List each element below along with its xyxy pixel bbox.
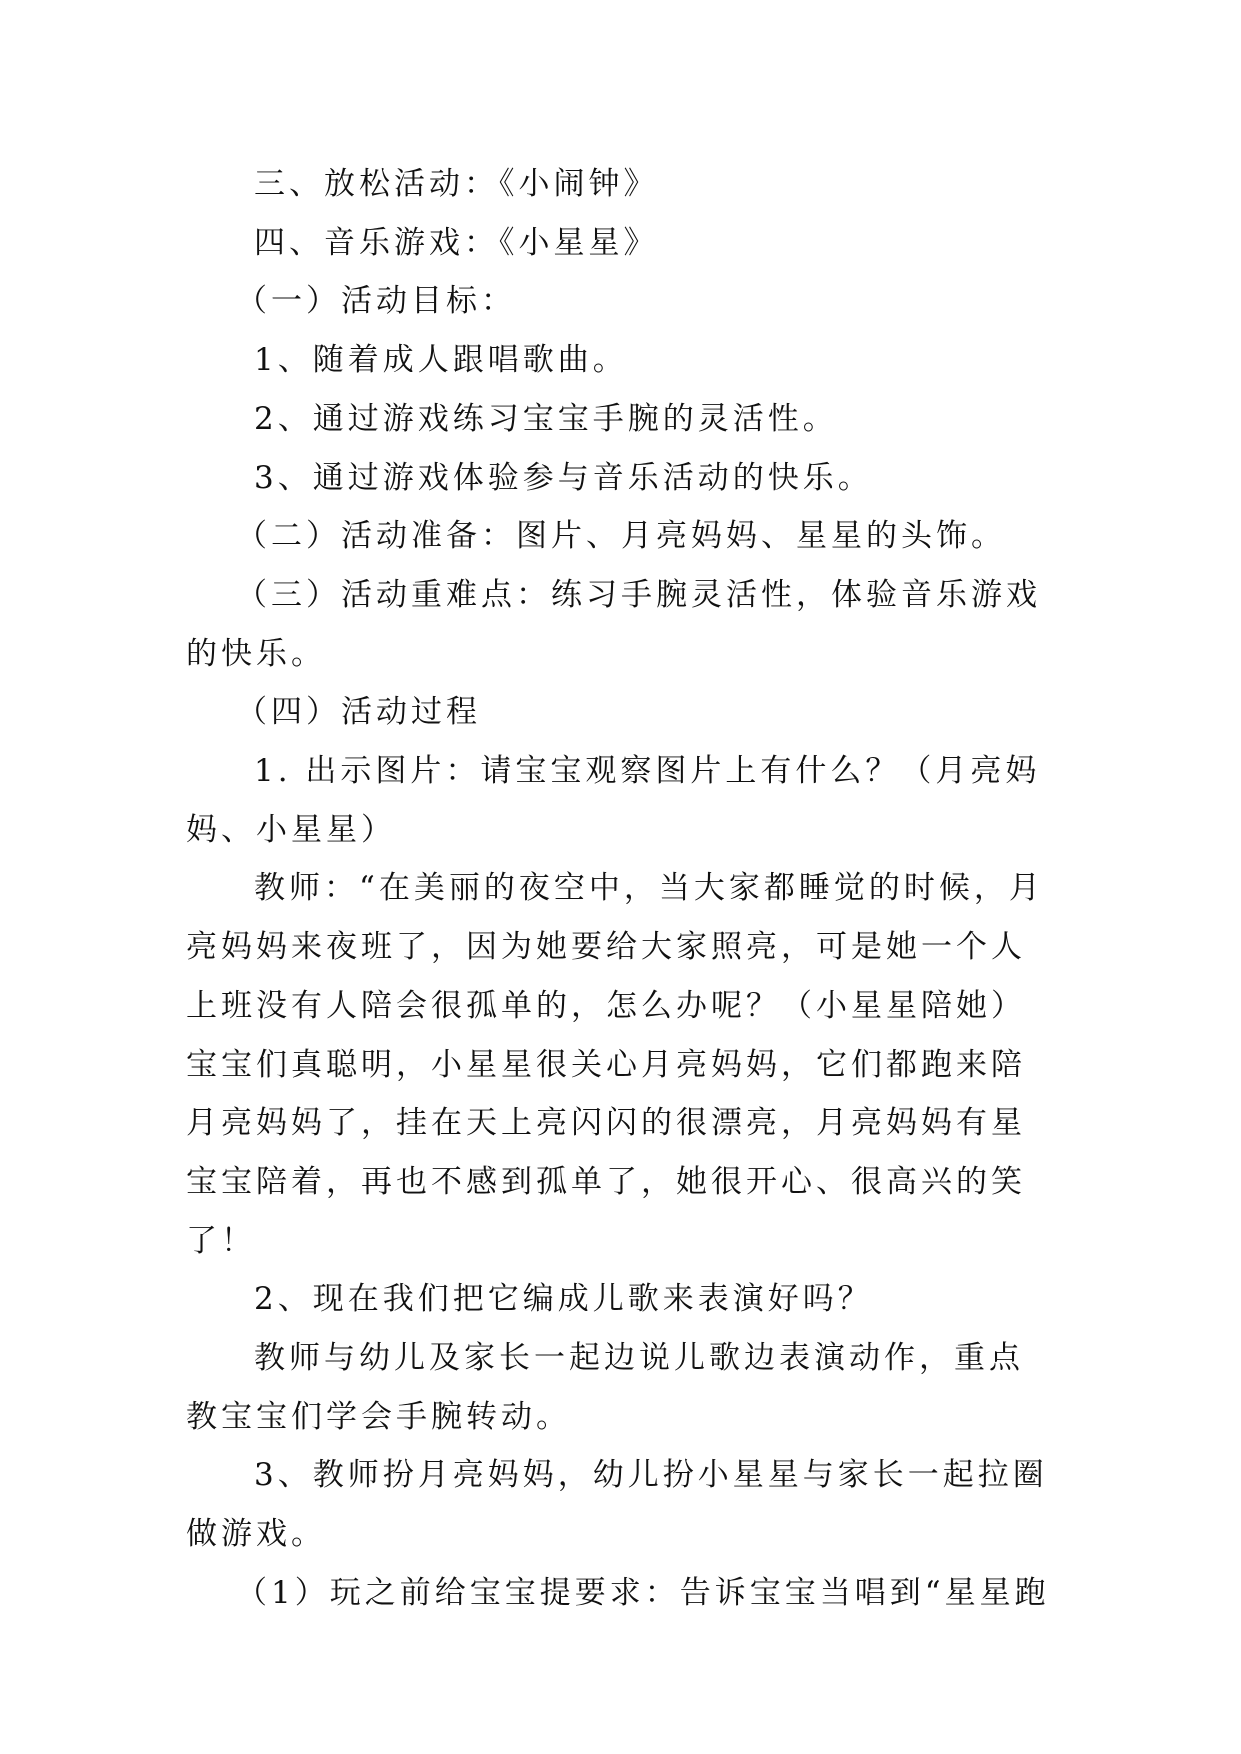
subheading-key-points: （三）活动重难点：练习手腕灵活性，体验音乐游戏的快乐。 (186, 576, 1041, 672)
subheading-goals: （一）活动目标： (236, 283, 516, 320)
goal-item: 2、通过游戏练习宝宝手腕的灵活性。 (254, 400, 838, 437)
process-step: 1. 出示图片：请宝宝观察图片上有什么？（月亮妈妈、小星星） (186, 753, 1041, 848)
goal-item: 3、通过游戏体验参与音乐活动的快乐。 (254, 459, 873, 496)
body-paragraph: 教师与幼儿及家长一起边说儿歌边表演动作，重点教宝宝们学会手腕转动。 (186, 1340, 1024, 1435)
process-substep: （1）玩之前给宝宝提要求：告诉宝宝当唱到“星星跑 (236, 1574, 1050, 1611)
teacher-dialogue: 教师：“在美丽的夜空中，当大家都睡觉的时候，月亮妈妈来夜班了，因为她要给大家照亮，可是她一个人上班没有人陪会很孤单的，怎么办呢？（小星星陪她）宝宝们真聪明，小星星很关心月亮妈妈，它们都跑来陪月亮妈妈了，挂在天上亮闪闪的很漂亮，月亮妈妈有星宝宝陪着，再也不感到孤单了，她很开心、很高兴的笑了！ (186, 870, 1044, 1259)
subheading-process: （四）活动过程 (236, 694, 481, 731)
section-heading-music-game: 四、音乐游戏：《小星星》 (254, 224, 659, 261)
document-body (186, 155, 1056, 1623)
goal-item: 1、随着成人跟唱歌曲。 (254, 342, 628, 379)
process-step: 3、教师扮月亮妈妈，幼儿扮小星星与家长一起拉圈做游戏。 (186, 1457, 1048, 1553)
section-heading-relax: 三、放松活动：《小闹钟》 (254, 166, 659, 202)
process-step: 2、现在我们把它编成儿歌来表演好吗？ (254, 1281, 873, 1318)
subheading-preparation: （二）活动准备：图片、月亮妈妈、星星的头饰。 (236, 518, 1006, 555)
